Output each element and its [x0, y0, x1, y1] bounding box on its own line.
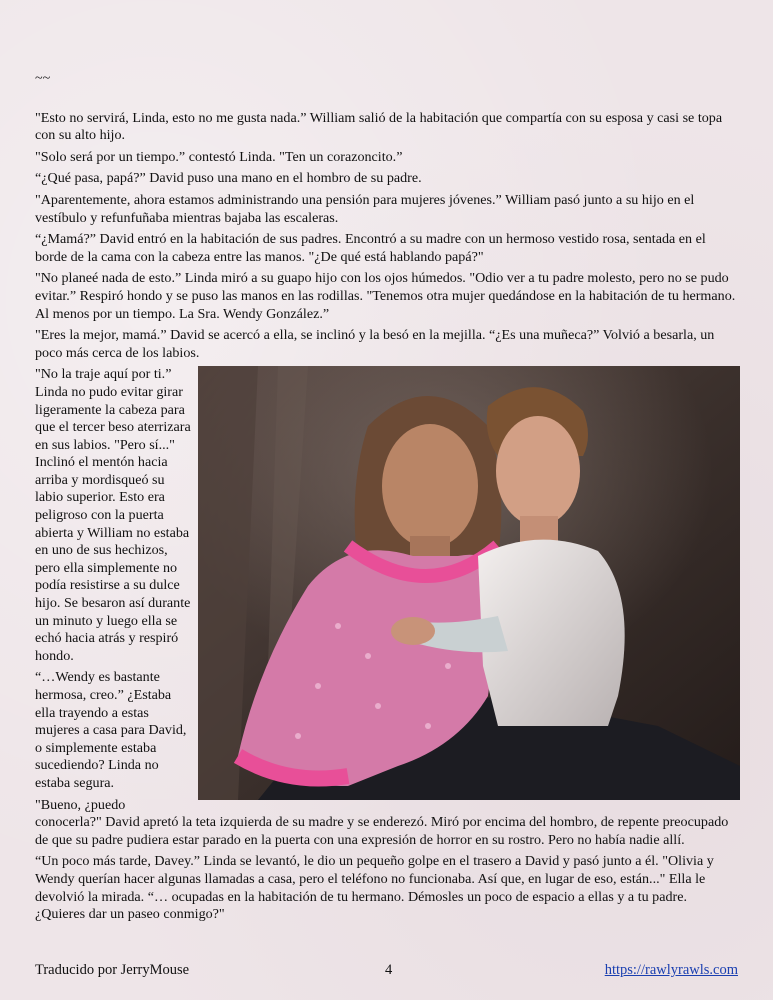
paragraph: "No planeé nada de esto.” Linda miró a su guapo hijo con los ojos húmedos. "Odio ver a tu padre molesto, pero no se pudo evitar.” Respiró hondo y se puso las manos en las rodillas. "Tenemos otra mujer quedándose en la habitación de tu hermano. Al menos por un tiempo. La Sra. Wendy González.”: [35, 270, 736, 322]
page-footer: [35, 962, 738, 979]
paragraph: "Eres la mejor, mamá.” David se acercó a ella, se inclinó y la besó en la mejilla. “¿Es una muñeca?” Volvió a besarla, un poco más cerca de los labios.: [35, 327, 715, 361]
paragraph: “…Wendy es bastante hermosa, creo.” ¿Estaba ella trayendo a estas mujeres a casa para David, o simplemente estaba sucediendo? Linda no estaba segura.: [35, 669, 187, 791]
section-separator: ~~: [35, 70, 51, 86]
paragraph: "Aparentemente, ahora estamos administrando una pensión para mujeres jóvenes.” William pasó junto a su hijo en el vestíbulo y refunfuñaba mientras bajaba las escaleras.: [35, 191, 695, 226]
story-text: [35, 70, 740, 928]
website-link[interactable]: https://rawlyrawls.com: [604, 962, 738, 978]
translator-credit: Traducido por JerryMouse: [35, 962, 190, 978]
illustration-mother-and-son: [198, 366, 740, 800]
paragraph: “¿Qué pasa, papá?” David puso una mano en el hombro de su padre.: [35, 170, 422, 187]
paragraph: "Solo será por un tiempo.” contestó Linda. "Ten un corazoncito.”: [35, 148, 403, 165]
paragraph: "No la traje aquí por ti.” Linda no pudo evitar girar ligeramente la cabeza para que el tercer beso aterrizara en sus labios. "Pero sí..." Inclinó el mentón hacia arriba y mordisqueó su labio superior. Esto era peligroso con la puerta abierta y William no estaba en uno de sus hechizos, pero ella simplemente no podía resistirse a su dulce hijo. Se besaron así durante un minuto y luego ella se echó hacia atrás y respiró hondo.: [35, 366, 191, 664]
paragraph: "Esto no servirá, Linda, esto no me gusta nada.” William salió de la habitación que compartía con su esposa y casi se topa con su alto hijo.: [35, 109, 723, 144]
paragraph: "Bueno, ¿puedo conocerla?" David apretó la teta izquierda de su madre y se enderezó. Miró por encima del hombro, de repente preocupado de que su padre pudiera estar parado en la puerta con una expresión de horror en su rostro. Pero no había nadie allí.: [35, 796, 729, 848]
paragraph: “Un poco más tarde, Davey.” Linda se levantó, le dio un pequeño golpe en el trasero a David y pasó junto a él. "Olivia y Wendy querían hacer algunas llamadas a casa, pero el teléfono no funcionaba. Así que, en lugar de eso, están..." Ella le devolvió la mirada. “… ocupadas en la habitación de tu hermano. Démosles un poco de espacio a ellas y a tu padre. ¿Quieres dar un paseo conmigo?": [35, 853, 714, 923]
page-number: 4: [385, 962, 393, 978]
paragraph: “¿Mamá?” David entró en la habitación de sus padres. Encontró a su madre con un hermoso vestido rosa, sentada en el borde de la cama con la cabeza entre las manos. "¿De qué está hablando papá?": [35, 231, 706, 265]
